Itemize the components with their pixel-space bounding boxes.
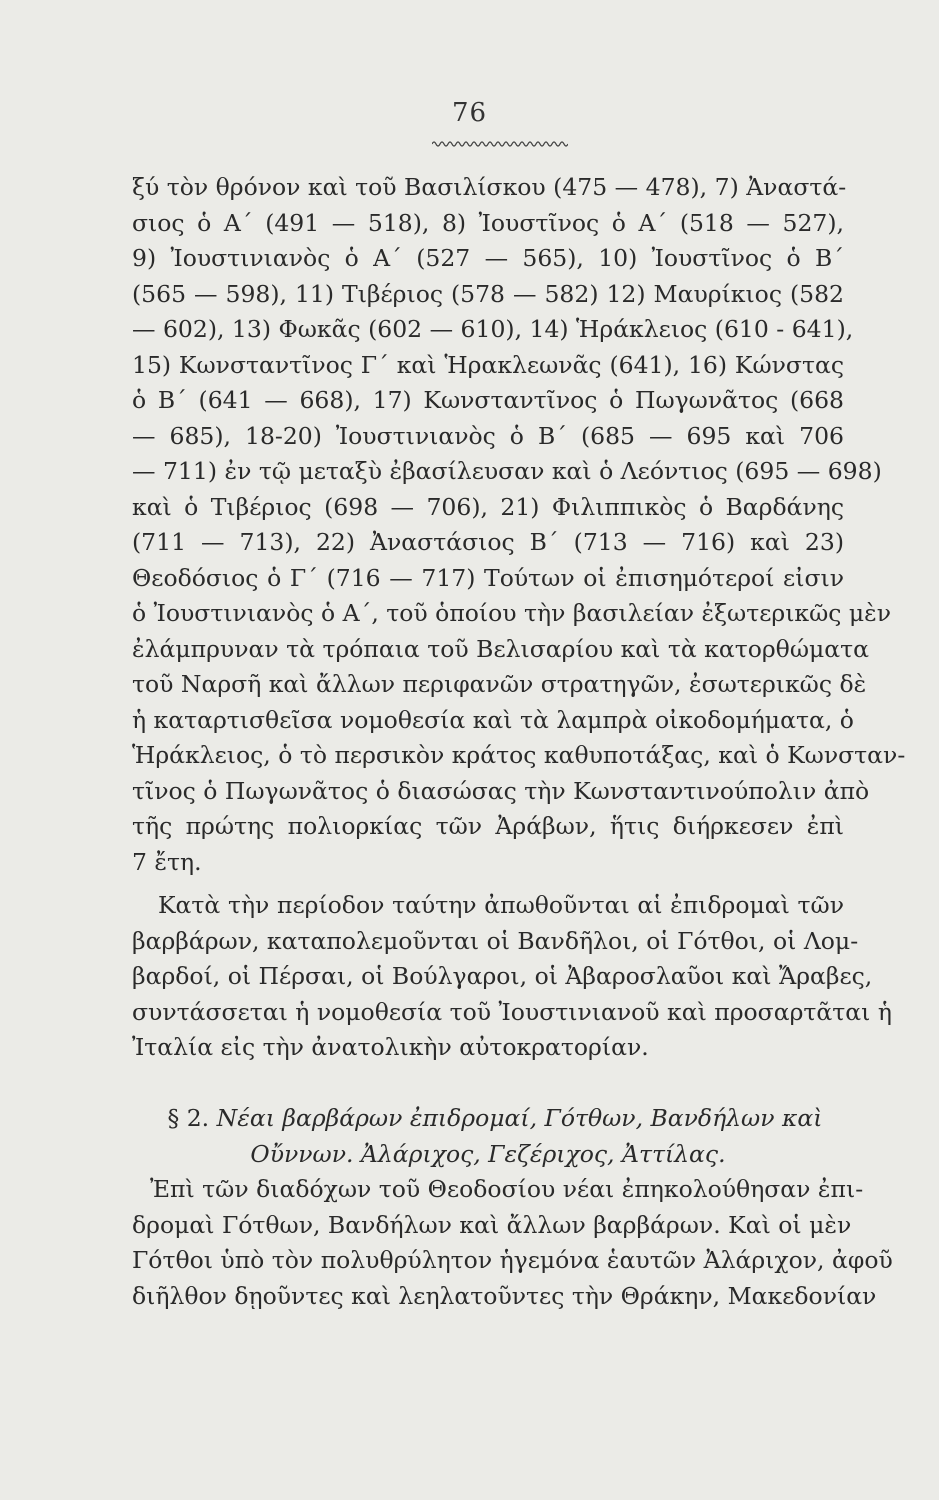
text-line: ἐλάμπρυναν τὰ τρόπαια τοῦ Βελισαρίου καὶ τὰ κατορθώματα — [132, 634, 870, 663]
text-line: Ἐπὶ τῶν διαδόχων τοῦ Θεοδοσίου νέαι ἐπηκολούθησαν ἐπι- — [150, 1175, 864, 1203]
section-number: § 2. — [167, 1104, 210, 1132]
paragraph-gothic-invasions — [132, 1172, 893, 1314]
text-line: Κατὰ τὴν περίοδον ταύτην ἀπωθοῦνται αἱ ἐπιδρομαὶ τῶν — [158, 891, 844, 919]
text-line: Θεοδόσιος ὁ Γ΄ (716 — 717) Τούτων οἱ ἐπισημότεροί εἰσιν — [132, 563, 844, 592]
text-line: Ἰταλία εἰς τὴν ἀνατολικὴν αὐτοκρατορίαν. — [132, 1033, 649, 1061]
text-line: 9) Ἰουστινιανὸς ὁ Α΄ (527 — 565), 10) Ἰουστῖνος ὁ Β΄ — [132, 244, 844, 272]
page-number: 76 — [451, 98, 488, 128]
text-line: ὁ Β΄ (641 — 668), 17) Κωνσταντῖνος ὁ Πωγωνᾶτος (668 — [132, 386, 844, 414]
paragraph-rulers-list — [132, 170, 906, 880]
text-line: — 711) ἐν τῷ μεταξὺ ἐβασίλευσαν καὶ ὁ Λεόντιος (695 — 698) — [132, 457, 882, 485]
section-heading — [132, 1101, 844, 1172]
text-line: ὁ Ἰουστινιανὸς ὁ Α΄, τοῦ ὁποίου τὴν βασιλείαν ἐξωτερικῶς μὲν — [132, 599, 892, 627]
text-line: τῆς πρώτης πολιορκίας τῶν Ἀράβων, ἥτις διήρκεσεν ἐπὶ — [132, 812, 844, 840]
text-line: σιος ὁ Α΄ (491 — 518), 8) Ἰουστῖνος ὁ Α΄ (518 — 527), — [132, 208, 844, 237]
text-line: 7 ἔτη. — [132, 847, 202, 876]
text-line: δρομαὶ Γότθων, Βανδήλων καὶ ἄλλων βαρβάρων. Καὶ οἱ μὲν — [132, 1210, 852, 1239]
text-line: — 602), 13) Φωκᾶς (602 — 610), 14) Ἡράκλειος (610 - 641), — [132, 315, 854, 343]
text-line: Ἡράκλειος, ὁ τὸ περσικὸν κράτος καθυποτάξας, καὶ ὁ Κωνσταν- — [132, 741, 906, 769]
text-line: συντάσσεται ἡ νομοθεσία τοῦ Ἰουστινιανοῦ καὶ προσαρτᾶται ἡ — [132, 997, 892, 1026]
text-line: διῆλθον δῃοῦντες καὶ λεηλατοῦντες τὴν Θράκην, Μακεδονίαν — [132, 1281, 877, 1310]
text-line: — 685), 18-20) Ἰουστινιανὸς ὁ Β΄ (685 — 695 καὶ 706 — [132, 421, 844, 450]
section-title-part-1: Νέαι βαρβάρων ἐπιδρομαί, Γότθων, Βανδήλων καὶ — [216, 1104, 823, 1132]
wavy-rule-ornament-icon — [432, 140, 568, 148]
text-line: 15) Κωνσταντῖνος Γ΄ καὶ Ἡρακλεωνᾶς (641), 16) Κώνστας — [132, 350, 844, 379]
text-line: ξύ τὸν θρόνον καὶ τοῦ Βασιλίσκου (475 — 478), 7) Ἀναστά- — [132, 173, 847, 201]
text-line: Γότθοι ὑπὸ τὸν πολυθρύλητον ἡγεμόνα ἑαυτῶν Ἀλάριχον, ἀφοῦ — [132, 1246, 893, 1274]
text-line: τῖνος ὁ Πωγωνᾶτος ὁ διασώσας τὴν Κωνσταντινούπολιν ἀπὸ — [132, 776, 870, 805]
text-line: ἡ καταρτισθεῖσα νομοθεσία καὶ τὰ λαμπρὰ οἰκοδομήματα, ὁ — [132, 705, 854, 734]
text-line: (565 — 598), 11) Τιβέριος (578 — 582) 12) Μαυρίκιος (582 — [132, 279, 844, 308]
text-line: βαρδοί, οἱ Πέρσαι, οἱ Βούλγαροι, οἱ Ἀβαροσλαῦοι καὶ Ἄραβες, — [132, 962, 873, 990]
paragraph-period-summary — [132, 888, 892, 1066]
text-line: τοῦ Ναρσῆ καὶ ἄλλων περιφανῶν στρατηγῶν, ἐσωτερικῶς δὲ — [132, 670, 867, 698]
section-heading-line-2: Οὔννων. Ἀλάριχος, Γεζέριχος, Ἀττίλας. — [250, 1139, 726, 1168]
text-line: (711 — 713), 22) Ἀναστάσιος Β΄ (713 — 716) καὶ 23) — [132, 528, 844, 556]
text-line: καὶ ὁ Τιβέριος (698 — 706), 21) Φιλιππικὸς ὁ Βαρδάνης — [132, 492, 844, 521]
text-line: βαρβάρων, καταπολεμοῦνται οἱ Βανδῆλοι, οἱ Γότθοι, οἱ Λομ- — [132, 926, 859, 955]
section-heading-line-1 — [132, 1101, 844, 1137]
